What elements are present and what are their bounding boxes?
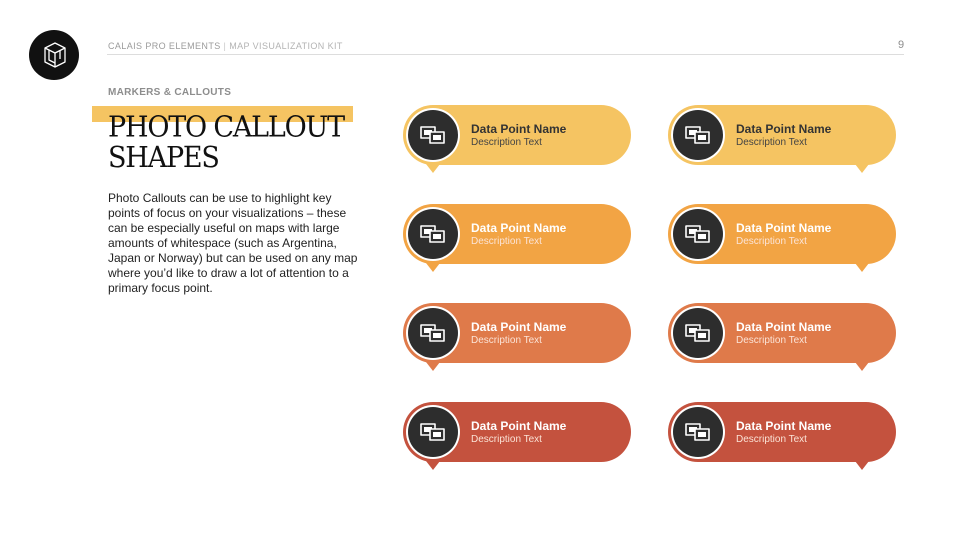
description-text: Description Text — [736, 137, 807, 148]
description-text: Description Text — [736, 434, 807, 445]
callout-pointer — [426, 164, 440, 173]
photo-icon — [684, 124, 712, 146]
section-label: MARKERS & CALLOUTS — [108, 87, 232, 98]
photo-circle — [671, 207, 725, 261]
header-brand — [108, 41, 343, 51]
photo-callout — [403, 303, 631, 363]
brand-name: CALAIS PRO ELEMENTS — [108, 41, 221, 51]
photo-icon — [419, 223, 447, 245]
brand-separator: | — [223, 41, 227, 51]
data-point-name: Data Point Name — [736, 221, 832, 235]
photo-circle — [671, 306, 725, 360]
photo-circle-inner — [673, 209, 723, 259]
data-point-name: Data Point Name — [471, 221, 567, 235]
description-text: Description Text — [471, 434, 542, 445]
photo-callout — [668, 402, 896, 462]
page-number: 9 — [898, 39, 905, 51]
photo-circle-inner — [673, 110, 723, 160]
photo-icon — [419, 421, 447, 443]
photo-callout — [403, 402, 631, 462]
photo-circle-inner — [408, 308, 458, 358]
photo-circle-inner — [673, 407, 723, 457]
data-point-name: Data Point Name — [736, 320, 832, 334]
page-title — [108, 112, 344, 173]
photo-circle — [406, 405, 460, 459]
photo-circle — [406, 108, 460, 162]
data-point-name: Data Point Name — [471, 320, 567, 334]
header-divider — [107, 54, 904, 55]
callout-pointer — [426, 362, 440, 371]
photo-icon — [419, 124, 447, 146]
callout-pointer — [426, 461, 440, 470]
cube-logo-icon — [39, 40, 69, 70]
description-text: Description Text — [471, 335, 542, 346]
description-text: Description Text — [736, 335, 807, 346]
brand-logo — [29, 30, 79, 80]
description-text: Description Text — [736, 236, 807, 247]
title-line-2: SHAPES — [108, 141, 219, 175]
data-point-name: Data Point Name — [736, 419, 832, 433]
title-line-1: PHOTO CALLOUT — [108, 110, 344, 144]
photo-icon — [684, 322, 712, 344]
photo-circle-inner — [408, 110, 458, 160]
photo-circle — [406, 306, 460, 360]
description-text: Description Text — [471, 236, 542, 247]
description-text: Description Text — [471, 137, 542, 148]
photo-icon — [684, 421, 712, 443]
photo-icon — [419, 322, 447, 344]
photo-callout — [668, 105, 896, 165]
data-point-name: Data Point Name — [471, 122, 567, 136]
photo-circle-inner — [408, 209, 458, 259]
photo-circle — [671, 108, 725, 162]
photo-circle — [406, 207, 460, 261]
callout-pointer — [855, 362, 869, 371]
photo-callout — [403, 204, 631, 264]
body-paragraph: Photo Callouts can be use to highlight key points of focus on your visualizations – these can be especially useful on maps with large amounts of whitespace (such as Argentina, Japan or Norway) but can be used on any map where you’d like to draw a lot of attention to a primary focus point. — [108, 191, 358, 295]
photo-circle-inner — [408, 407, 458, 457]
photo-circle-inner — [673, 308, 723, 358]
callout-pointer — [426, 263, 440, 272]
brand-subtitle: MAP VISUALIZATION KIT — [229, 41, 343, 51]
callout-pointer — [855, 164, 869, 173]
photo-icon — [684, 223, 712, 245]
photo-callout — [668, 204, 896, 264]
callout-pointer — [855, 263, 869, 272]
callout-pointer — [855, 461, 869, 470]
photo-callout — [668, 303, 896, 363]
photo-circle — [671, 405, 725, 459]
data-point-name: Data Point Name — [736, 122, 832, 136]
data-point-name: Data Point Name — [471, 419, 567, 433]
photo-callout — [403, 105, 631, 165]
